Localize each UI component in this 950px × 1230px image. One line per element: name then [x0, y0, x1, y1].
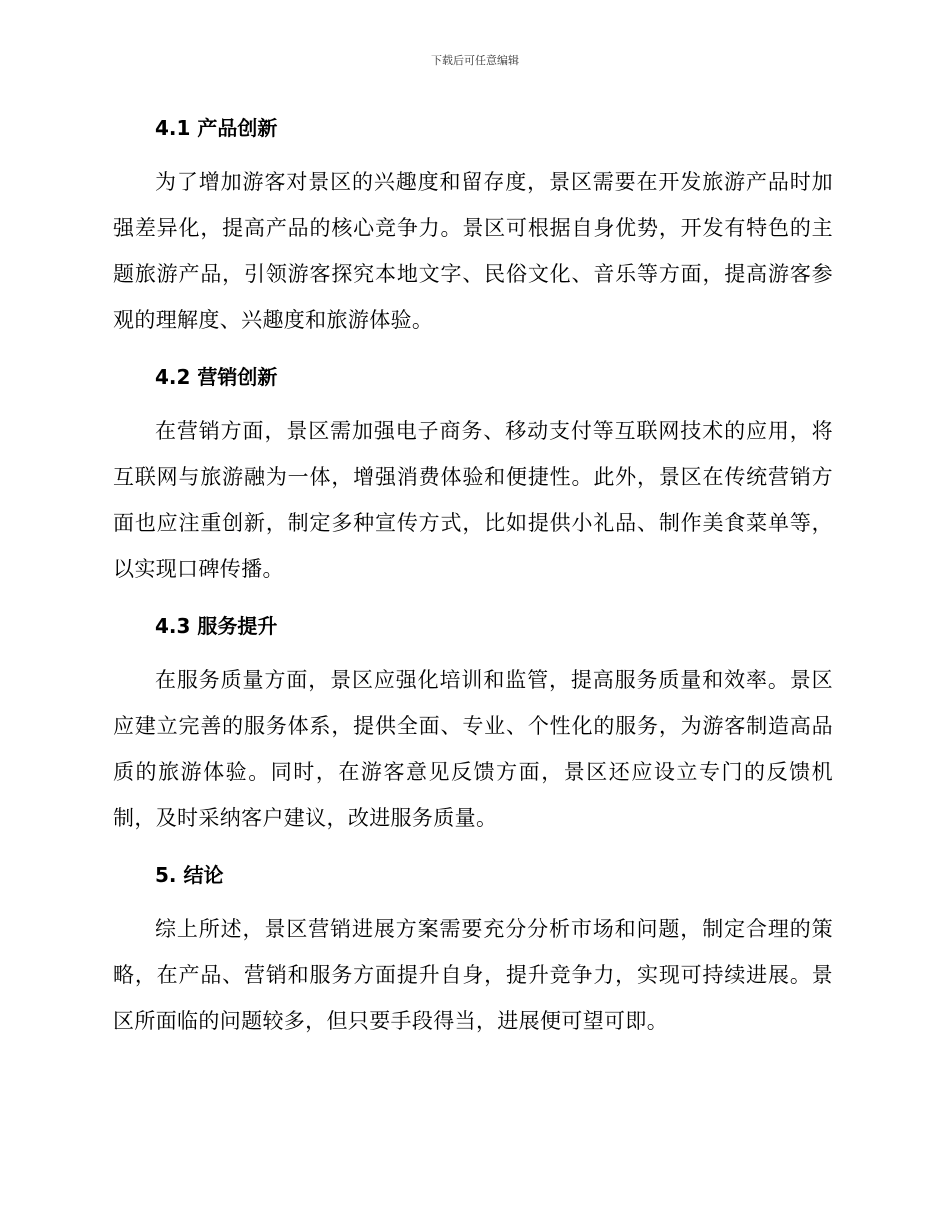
section-heading: 4.2 营销创新 — [155, 365, 278, 389]
section-conclusion — [113, 859, 833, 1044]
section-paragraph: 为了增加游客对景区的兴趣度和留存度，景区需要在开发旅游产品时加强差异化，提高产品的核心竞争力。景区可根据自身优势，开发有特色的主题旅游产品，引领游客探究本地文字、民俗文化、音乐等方面，提高游客参观的理解度、兴趣度和旅游体验。 — [113, 170, 833, 332]
document-content — [113, 112, 833, 1044]
section-paragraph: 在服务质量方面，景区应强化培训和监管，提高服务质量和效率。景区应建立完善的服务体系，提供全面、专业、个性化的服务，为游客制造高品质的旅游体验。同时，在游客意见反馈方面，景区还应设立专门的反馈机制，及时采纳客户建议，改进服务质量。 — [113, 668, 833, 830]
section-heading: 5. 结论 — [155, 863, 224, 887]
section-paragraph: 综上所述，景区营销进展方案需要充分分析市场和问题，制定合理的策略，在产品、营销和服务方面提升自身，提升竞争力，实现可持续进展。景区所面临的问题较多，但只要手段得当，进展便可望可即。 — [113, 917, 833, 1033]
section-paragraph: 在营销方面，景区需加强电子商务、移动支付等互联网技术的应用，将互联网与旅游融为一体，增强消费体验和便捷性。此外，景区在传统营销方面也应注重创新，制定多种宣传方式，比如提供小礼品、制作美食菜单等，以实现口碑传播。 — [113, 419, 833, 581]
header-note: 下载后可任意编辑 — [431, 54, 519, 67]
section-heading: 4.1 产品创新 — [155, 116, 278, 140]
section-heading: 4.3 服务提升 — [155, 614, 278, 638]
section-service-improvement — [113, 610, 833, 841]
section-marketing-innovation — [113, 361, 833, 592]
section-product-innovation — [113, 112, 833, 343]
